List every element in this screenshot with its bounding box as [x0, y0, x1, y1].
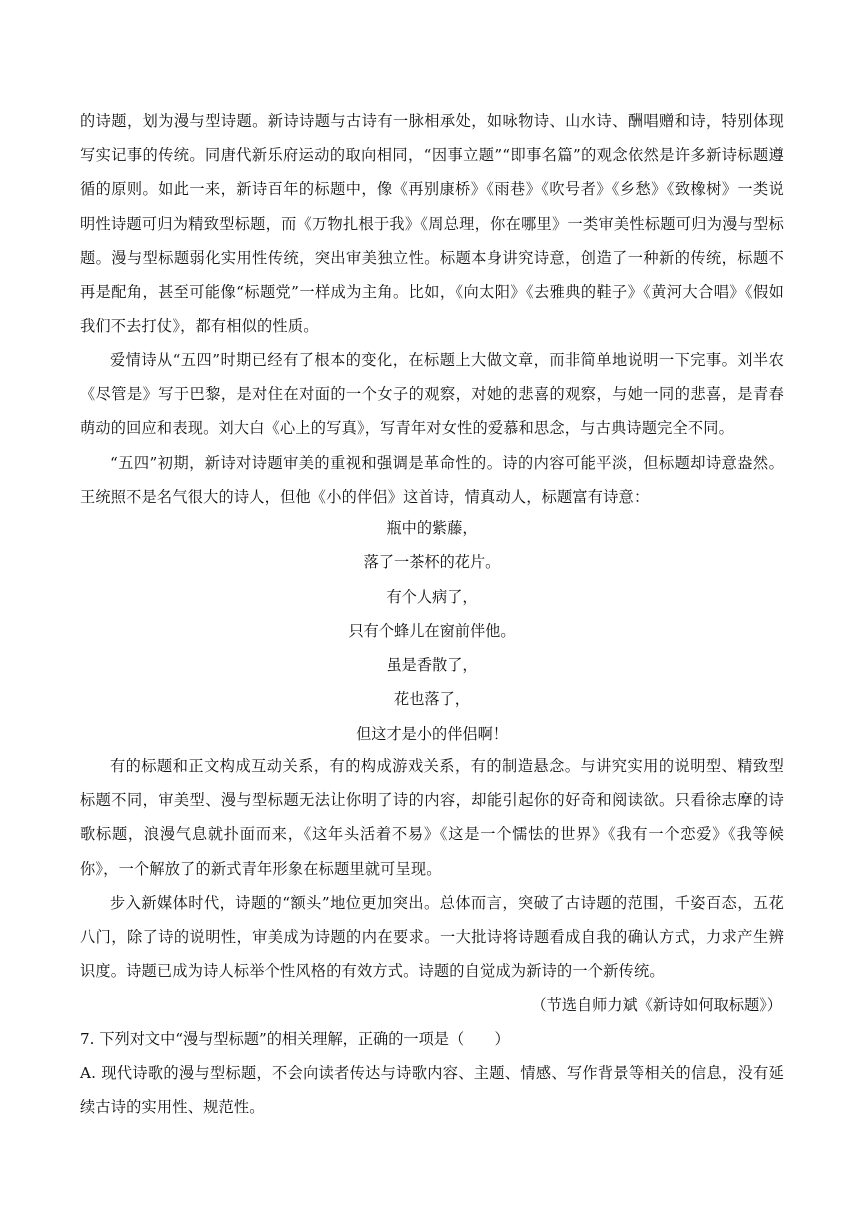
source-citation: （节选自师力斌《新诗如何取标题》）	[531, 996, 782, 1014]
poem-line: 只有个蜂儿在窗前伴他。	[348, 621, 516, 640]
question-7-stem: 7. 下列对文中“漫与型标题”的相关理解，正确的一项是（ ）	[80, 1030, 510, 1048]
poem-xiao-de-banlv	[80, 511, 784, 751]
poem-line: 落了一茶杯的花片。	[363, 553, 501, 572]
paragraph-interaction: 有的标题和正文构成互动关系，有的构成游戏关系，有的制造悬念。与讲究实用的说明型、精致型标题不同，审美型、漫与型标题无法让你明了诗的内容，却能引起你的好奇和阅读欲。只看徐志摩的诗歌标题，浪漫气息就扑面而来，《这年头活着不易》《这是一个懦怯的世界》《我有一个恋爱》《我等候你》，一个解放了的新式青年形象在标题里就可呈现。	[80, 757, 784, 878]
paragraph-new-media: 步入新媒体时代，诗题的“额头”地位更加突出。总体而言，突破了古诗题的范围，千姿百态，五花八门，除了诗的说明性，审美成为诗题的内在要求。一大批诗将诗题看成自我的确认方式，力求产生辨识度。诗题已成为诗人标举个性风格的有效方式。诗题的自觉成为新诗的一个新传统。	[80, 894, 784, 981]
poem-line: 有个人病了，	[386, 587, 478, 606]
poem-line: 但这才是小的伴侣啊！	[356, 724, 508, 743]
paragraph-love-poems: 爱情诗从“五四”时期已经有了根本的变化，在标题上大做文章，而非简单地说明一下完事。刘半农《尽管是》写于巴黎，是对住在对面的一个女子的观察，对她的悲喜的观察，与她一同的悲喜，是青春萌动的回应和表现。刘大白《心上的写真》，写青年对女性的爱慕和思念，与古典诗题完全不同。	[80, 351, 784, 438]
poem-line: 瓶中的紫藤，	[386, 519, 478, 537]
paragraph-classification: 的诗题，划为漫与型诗题。新诗诗题与古诗有一脉相承处，如咏物诗、山水诗、酬唱赠和诗，特别体现写实记事的传统。同唐代新乐府运动的取向相同，“因事立题”“即事名篇”的观念依然是许多新诗标题遵循的原则。如此一来，新诗百年的标题中，像《再别康桥》《雨巷》《吹号者》《乡愁》《致橡树》一类说明性诗题可归为精致型标题，而《万物扎根于我》《周总理，你在哪里》一类审美性标题可归为漫与型标题。漫与型标题弱化实用性传统，突出审美独立性。标题本身讲究诗意，创造了一种新的传统，标题不再是配角，甚至可能像“标题党”一样成为主角。比如，《向太阳》《去雅典的鞋子》《黄河大合唱》《假如我们不去打仗》，都有相似的性质。	[80, 112, 784, 336]
question-7-option-a: A. 现代诗歌的漫与型标题，不会向读者传达与诗歌内容、主题、情感、写作背景等相关的信息，没有延续古诗的实用性、规范性。	[80, 1064, 784, 1117]
paragraph-may-fourth: “五四”初期，新诗对诗题审美的重视和强调是革命性的。诗的内容可能平淡，但标题却诗意盎然。王统照不是名气很大的诗人，但他《小的伴侣》这首诗，情真动人，标题富有诗意：	[80, 454, 784, 507]
poem-line: 花也落了，	[394, 690, 470, 709]
poem-line: 虽是香散了，	[386, 656, 478, 675]
